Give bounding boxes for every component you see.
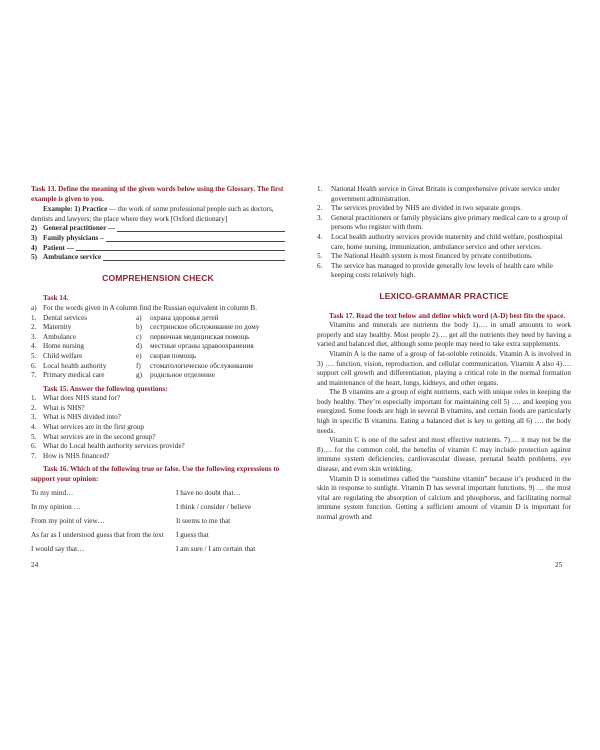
task14-english (31, 352, 136, 362)
task15-question-number: 2. (31, 403, 37, 412)
task13-item-term: Family physicians – (43, 233, 104, 242)
task14-instruction-letter: a) (31, 303, 37, 312)
task13-item-term: General practitioner — (43, 224, 116, 233)
task14-english-term: Local health authority (43, 361, 107, 370)
task14-english (31, 362, 136, 372)
statement-number: 2. (317, 204, 323, 213)
task13-example-label: Example: 1) Practice (43, 205, 108, 214)
task14-number: 5. (31, 351, 37, 360)
task14-row (31, 314, 285, 324)
task16-phrase: In my opinion … (31, 502, 81, 511)
task14-instruction-text: For the words given in A column find the Russian equivalent in column B. (43, 303, 258, 312)
task14-english (31, 342, 136, 352)
task14-number: 6. (31, 361, 37, 370)
task16-phrase: I think / consider / believe (176, 502, 252, 511)
task15-question-number: 1. (31, 394, 37, 403)
task14-row (31, 352, 285, 362)
task15-question (31, 442, 285, 452)
task13-item-number: 2) (31, 224, 37, 233)
task16-phrase: From my point of view… (31, 517, 105, 525)
task14-russian-term: сестринское обслуживание по дому (150, 323, 260, 332)
left-page (31, 185, 285, 555)
task14-row (31, 342, 285, 352)
statement-text: The service has managed to provide generally low levels of health care while keeping costs relatively high. (331, 261, 553, 280)
task14-row (31, 333, 285, 343)
statement-number: 4. (317, 232, 323, 241)
task14-english-term: Maternity (43, 323, 72, 332)
answer-line (76, 244, 285, 252)
statement-text: The National Health system is most financed by private contributions. (331, 252, 533, 261)
task14-english (31, 333, 136, 343)
task13-item-number: 4) (31, 243, 37, 252)
task14-english (31, 323, 136, 333)
task14-number: 4. (31, 342, 37, 351)
task14-english-term: Ambulance (43, 332, 77, 341)
task14-letter: e) (136, 351, 142, 360)
task14-russian-term: скорая помощь (150, 351, 197, 360)
statement-text: General practitioners or family physicians give primary medical care to a group of persons who register with them. (331, 213, 568, 232)
lexico-grammar-title: LEXICO-GRAMMAR PRACTICE (379, 290, 509, 301)
task15-question (31, 423, 285, 433)
task16-heading: Task 16. Which of the following true or false. Use the following expressions to support your opinion: (31, 465, 280, 484)
task16-phrases (31, 489, 285, 555)
task14-row (31, 323, 285, 333)
page-number-left: 24 (31, 561, 39, 569)
answer-line (117, 224, 285, 232)
task16-phrase: It seems to me that (176, 517, 231, 525)
statement-text: Local health authority services provide maternity and child welfare, posthospital care, home nursing, immunization, ambulance service and other services. (331, 232, 563, 251)
task13-item (31, 224, 285, 234)
task17-paragraph: The B vitamins are a group of eight nutrients, each with unique roles in keeping the body healthy. They’re especially important for maintaining cell 5) …. and keeping you energized. Some foods are high in several B vitamins, and certain foods are particularly high in specific B vitamins. Eating a balanced diet is key to getting all 6) …. the body needs. (317, 388, 571, 435)
task16-phrase: I have no doubt that… (176, 488, 241, 497)
true-false-statement (317, 233, 571, 252)
task14-english-term: Child welfare (43, 351, 83, 360)
statement-number: 5. (317, 252, 323, 261)
task15-question-text: What services are in the first group (43, 423, 144, 432)
task16-phrase: As far as I understood guess that from the text (31, 531, 164, 540)
task14-number: 7. (31, 371, 37, 380)
task14-number: 2. (31, 323, 37, 332)
task15-question-text: What does NHS stand for? (43, 394, 121, 403)
task15-question (31, 452, 285, 462)
task15-question (31, 404, 285, 414)
task14-number: 1. (31, 313, 37, 322)
task14-instruction (31, 304, 285, 314)
task14-letter: b) (136, 323, 142, 332)
task13-item-term: Patient — (43, 243, 74, 252)
task16-phrase: To my mind… (31, 488, 74, 497)
task17-paragraph: Vitamins and minerals are nutrients the body 1)…. in small amounts to work properly and stay healthy. Most people 2)…. get all the nutrients they need by having a varied and balanced diet, although some people may need to take extra supplements. (317, 321, 571, 349)
task14-heading: Task 14. (43, 294, 69, 303)
task14-english-term: Dental services (43, 313, 88, 322)
answer-line (106, 234, 285, 242)
task14-russian-term: местные органы здравоохранения (150, 342, 254, 351)
task14-letter: c) (136, 332, 142, 341)
task14-number: 3. (31, 332, 37, 341)
task14-english-term: Home nursing (43, 342, 84, 351)
task14-letter: f) (136, 361, 141, 370)
statement-number: 3. (317, 213, 323, 222)
task17-heading: Task 17. Read the text below and define which word (A-D) best fits the space. (329, 311, 566, 320)
task13-item (31, 253, 285, 263)
task15-question-text: What services are in the second group? (43, 432, 156, 441)
task16-phrase: I guess that (176, 531, 209, 540)
statement-text: The services provided by NHS are divided in two separate groups. (331, 204, 523, 213)
statement-text: National Health service in Great Britain is comprehensive private service under government administration. (331, 185, 560, 203)
task13-item (31, 244, 285, 254)
task15-question-number: 6. (31, 442, 37, 451)
task15-question-number: 7. (31, 451, 37, 460)
task15-question-number: 5. (31, 432, 37, 441)
task16-phrase: I would say that… (31, 545, 85, 554)
task15-question (31, 413, 285, 423)
task13-example-text: — the work of some professional people such as doctors, dentists and lawyers; the place where they work [Oxford dictionary] (31, 205, 274, 223)
task15-question-text: How is NHS financed? (43, 451, 110, 460)
task15-question-number: 4. (31, 423, 37, 432)
task13-heading: Task 13. Define the meaning of the given words below using the Glossary. The first example is given to you. (31, 185, 284, 203)
task13-item-term: Ambulance service (43, 253, 102, 262)
task14-russian-term: первичная медицинская помощь (150, 332, 250, 341)
task14-russian-term: охрана здоровья детей (150, 313, 219, 322)
task15-question-number: 3. (31, 413, 37, 422)
task17-paragraph: Vitamin D is sometimes called the “sunshine vitamin” because it’s produced in the skin in response to sunlight. Vitamin D has several important functions. 9) … the most vital are regulating the absorption of calcium and phosphorus, and facilitating normal immune system function. Getting a sufficient amount of vitamin D is important for normal growth and (317, 474, 571, 521)
task14-english-term: Primary medical care (43, 371, 105, 380)
true-false-statement (317, 252, 571, 262)
task14-english (31, 314, 136, 324)
task13-item-number: 5) (31, 253, 37, 262)
task15-question (31, 433, 285, 443)
task14-letter: g) (136, 371, 142, 380)
task17-paragraph: Vitamin A is the name of a group of fat-soluble retinoids. Vitamin A is involved in 3) …. function, vision, reproduction, and cellular communication. Vitamin A also 4)…. support cell growth and differentiation, playing a critical role in the normal formation and maintenance of the heart, lungs, kidneys, and other organs. (317, 349, 571, 387)
task14-row (31, 362, 285, 372)
task14-row (31, 371, 285, 381)
task15-question-text: What is NHS divided into? (43, 413, 121, 422)
comprehension-check-title: COMPREHENSION CHECK (102, 272, 214, 283)
task14-english (31, 371, 136, 381)
task15-question-text: What is NHS? (43, 403, 85, 412)
task14-letter: a) (136, 313, 142, 322)
true-false-statement (317, 262, 571, 281)
statement-number: 6. (317, 261, 323, 270)
task16-phrase: I am sure / I am certain that (176, 545, 256, 554)
true-false-statement (317, 185, 571, 204)
task13-item-number: 3) (31, 233, 37, 242)
true-false-statement (317, 204, 571, 214)
task15-question-text: What do Local health authority services provide? (43, 442, 185, 451)
right-page (317, 185, 571, 523)
answer-line (103, 253, 285, 261)
task13-example (31, 205, 285, 224)
task13-item (31, 234, 285, 244)
task14-russian-term: стоматологическое обслуживание (150, 361, 254, 370)
true-false-statement (317, 214, 571, 233)
task14-letter: d) (136, 342, 142, 351)
task15-question (31, 394, 285, 404)
page-number-right: 25 (555, 561, 563, 569)
task17-paragraph: Vitamin C is one of the safest and most effective nutrients. 7)…. it may not be the 8)…. for the common cold, the benefits of vitamin C may include protection against immune system deficiencies, cardiovascular disease, prenatal health problems, eye disease, and even skin wrinkling. (317, 436, 571, 474)
statement-number: 1. (317, 185, 323, 193)
task14-russian-term: родильное отделение (150, 371, 215, 380)
task15-heading: Task 15. Answer the following questions: (43, 384, 168, 393)
